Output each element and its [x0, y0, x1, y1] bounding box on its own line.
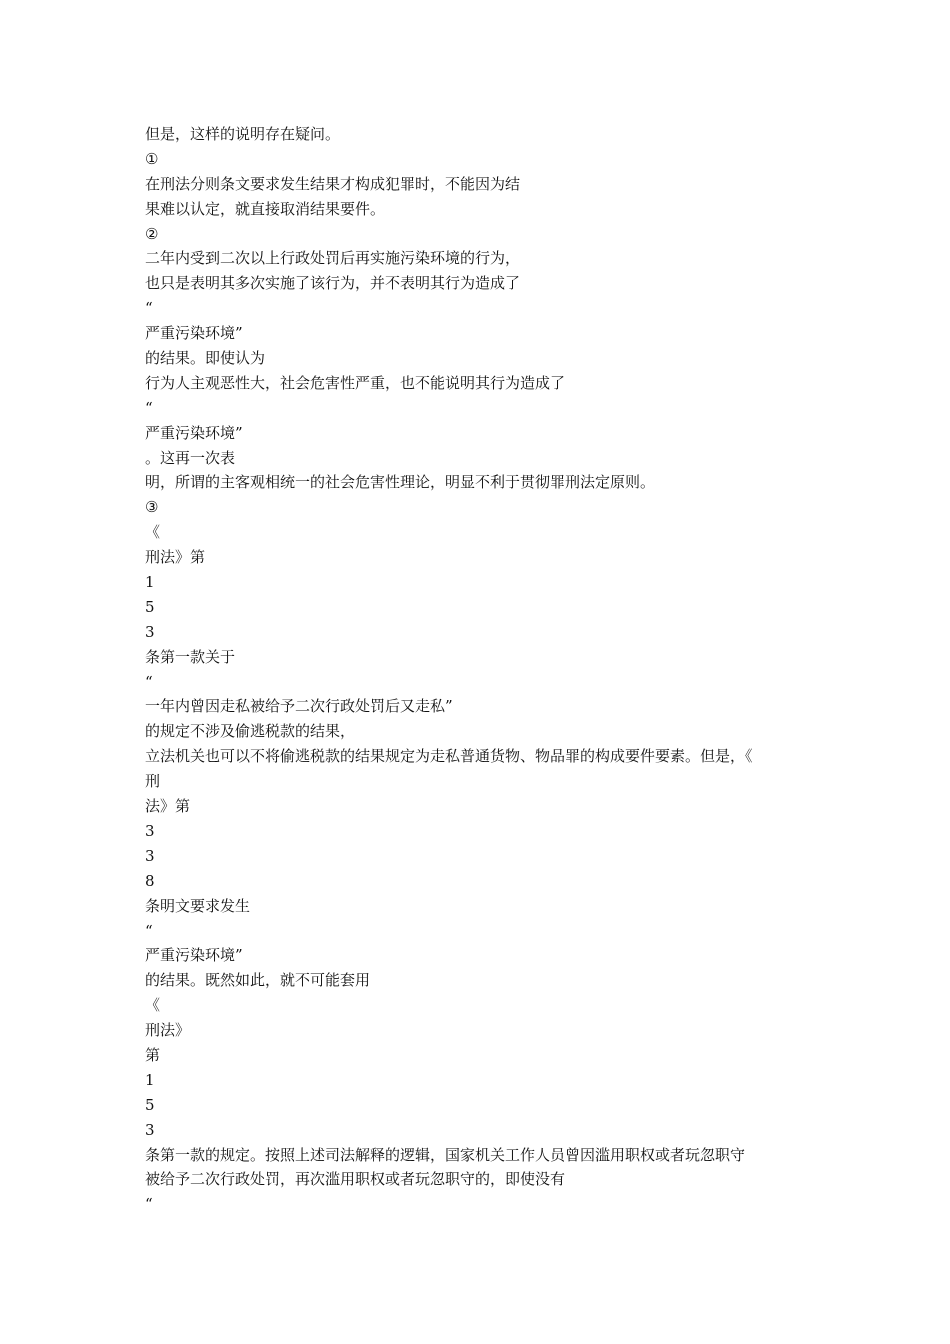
text-line: 也只是表明其多次实施了该行为，并不表明其行为造成了 — [145, 274, 521, 293]
text-line: 的结果。既然如此，就不可能套用 — [145, 971, 371, 990]
text-line: “ — [145, 672, 153, 691]
text-line: 一年内曾因走私被给予二次行政处罚后又走私” — [145, 697, 453, 716]
text-line: 严重污染环境” — [145, 946, 243, 965]
text-line: 的结果。即使认为 — [145, 349, 266, 368]
text-line: 5 — [145, 1095, 155, 1114]
text-line: 《 — [145, 996, 161, 1015]
text-line: 5 — [145, 597, 155, 616]
text-line: 明，所谓的主客观相统一的社会危害性理论，明显不利于贯彻罪刑法定原则。 — [145, 473, 656, 492]
text-line: 严重污染环境” — [145, 423, 243, 442]
text-line: 立法机关也可以不将偷逃税款的结果规定为走私普通货物、物品罪的构成要件要素。但是，《 — [145, 747, 753, 766]
text-line: 3 — [145, 622, 155, 641]
text-line: 条第一款的规定。按照上述司法解释的逻辑，国家机关工作人员曾因滥用职权或者玩忽职守 — [145, 1145, 746, 1164]
text-line: 刑 — [145, 772, 161, 791]
text-line: ③ — [145, 498, 159, 517]
text-line: 3 — [145, 821, 155, 840]
text-line: “ — [145, 398, 153, 417]
text-line: “ — [145, 1195, 153, 1214]
text-line: ① — [145, 149, 159, 168]
text-line: 条明文要求发生 — [145, 896, 251, 915]
text-line: ② — [145, 224, 159, 243]
text-line: 《 — [145, 523, 161, 542]
text-line: 第 — [145, 1045, 161, 1064]
text-line: 在刑法分则条文要求发生结果才构成犯罪时，不能因为结 — [145, 174, 521, 193]
text-line: 严重污染环境” — [145, 324, 243, 343]
text-line: 8 — [145, 871, 155, 890]
text-line: 条第一款关于 — [145, 647, 236, 666]
text-line: 的规定不涉及偷逃税款的结果， — [145, 722, 356, 741]
text-line: 法》第 — [145, 797, 191, 816]
text-line: “ — [145, 921, 153, 940]
text-line: 行为人主观恶性大，社会危害性严重，也不能说明其行为造成了 — [145, 373, 566, 392]
text-line: 3 — [145, 846, 155, 865]
text-line: 1 — [145, 1070, 155, 1089]
text-line: 二年内受到二次以上行政处罚后再实施污染环境的行为， — [145, 249, 521, 268]
text-line: 刑法》 — [145, 1021, 191, 1040]
body-text — [145, 122, 845, 1217]
text-line: 但是，这样的说明存在疑问。 — [145, 125, 341, 143]
text-line: 3 — [145, 1120, 155, 1139]
text-line: 被给予二次行政处罚，再次滥用职权或者玩忽职守的，即使没有 — [145, 1170, 566, 1189]
text-line: 果难以认定，就直接取消结果要件。 — [145, 199, 386, 218]
text-line: “ — [145, 299, 153, 318]
text-line: 刑法》第 — [145, 548, 206, 567]
text-line: 1 — [145, 573, 155, 592]
text-line: 。这再一次表 — [145, 448, 236, 467]
